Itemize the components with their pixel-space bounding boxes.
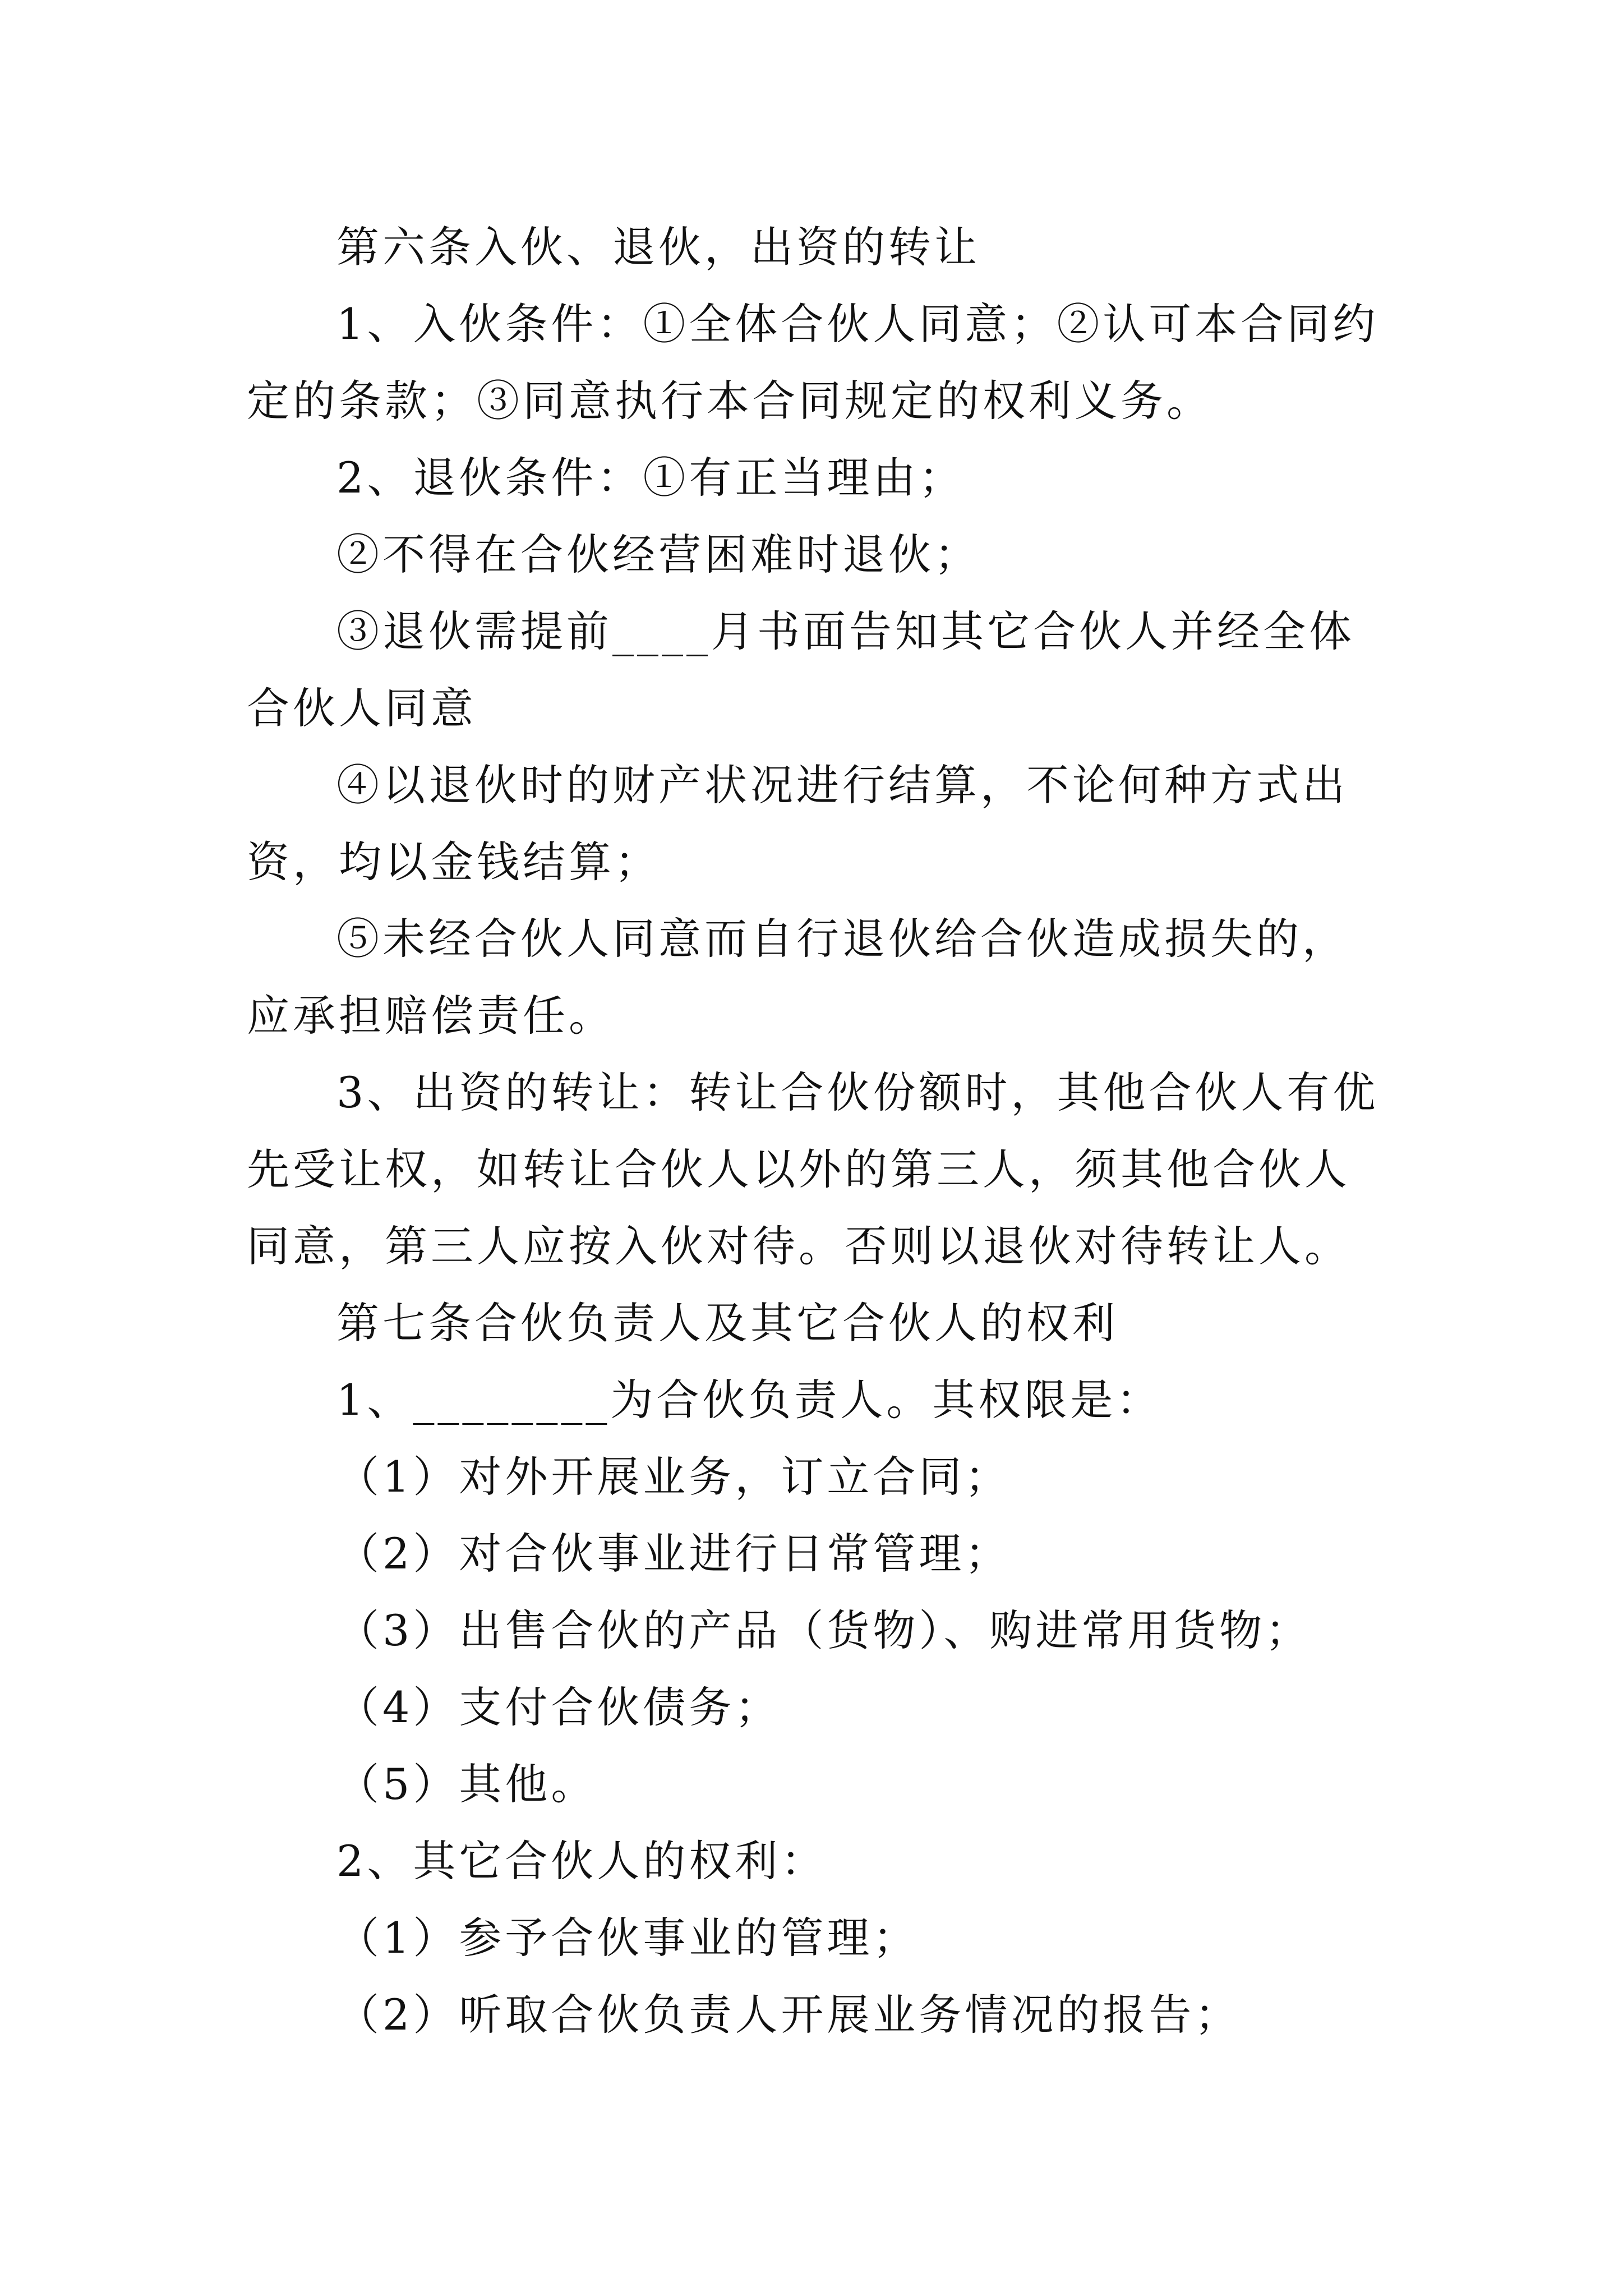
list-item-authority-5: （5）其他。 — [336, 1759, 597, 1809]
paragraph-withdraw-item-5: ⑤未经合伙人同意而自行退伙给合伙造成损失的，应承担赔偿责任。 — [247, 914, 1348, 1041]
list-item-authority-3: （3）出售合伙的产品（货物）、购进常用货物； — [336, 1605, 1312, 1655]
list-item-rights-2: （2）听取合伙负责人开展业务情况的报告； — [336, 1990, 1241, 2040]
paragraph-withdraw-conditions: 2、退伙条件：①有正当理由； — [336, 453, 965, 503]
section-heading-6: 第六条入伙、退伙，出资的转让 — [336, 222, 980, 272]
paragraph-responsible-partner: 1、________为合伙负责人。其权限是： — [336, 1375, 1163, 1425]
paragraph-withdraw-item-3: ③退伙需提前____月书面告知其它合伙人并经全体合伙人同意 — [247, 606, 1355, 733]
paragraph-capital-transfer: 3、出资的转让：转让合伙份额时，其他合伙人有优先受让权，如转让合伙人以外的第三人，须其他合伙人同意，第三人应按入伙对待。否则以退伙对待转让人。 — [247, 1068, 1379, 1271]
list-item-authority-1: （1）对外开展业务，订立合同； — [336, 1452, 1011, 1502]
paragraph-join-conditions: 1、入伙条件：①全体合伙人同意；②认可本合同约定的条款；③同意执行本合同规定的权利义务。 — [247, 299, 1379, 426]
document-body — [247, 209, 1380, 2053]
list-item-authority-2: （2）对合伙事业进行日常管理； — [336, 1529, 1011, 1579]
paragraph-withdraw-item-4: ④以退伙时的财产状况进行结算，不论何种方式出资，均以金钱结算； — [247, 760, 1348, 887]
paragraph-withdraw-item-2: ②不得在合伙经营困难时退伙； — [336, 530, 980, 579]
list-item-rights-1: （1）参予合伙事业的管理； — [336, 1913, 919, 1963]
list-item-authority-4: （4）支付合伙债务； — [336, 1682, 781, 1732]
section-heading-7: 第七条合伙负责人及其它合伙人的权利 — [336, 1298, 1118, 1348]
paragraph-other-partners-rights: 2、其它合伙人的权利： — [336, 1836, 827, 1886]
